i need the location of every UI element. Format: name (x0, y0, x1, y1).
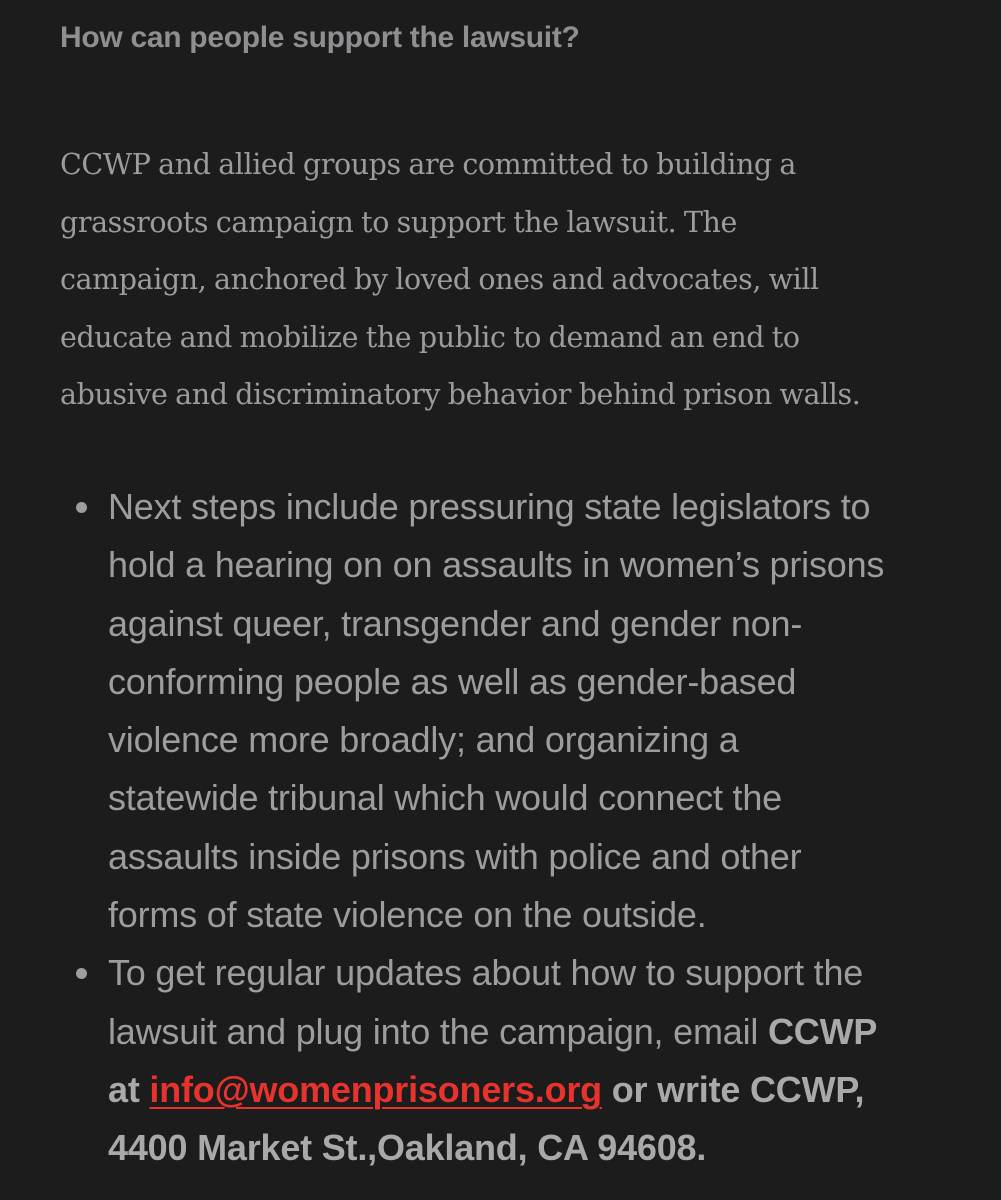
bullet-line: conforming people as well as gender-based (108, 660, 797, 702)
bullet-line: statewide tribunal which would connect the (108, 777, 783, 819)
intro-line: abusive and discriminatory behavior behind prison walls. (60, 378, 861, 411)
bullet-text: at (108, 1068, 150, 1110)
bullet-line: against queer, transgender and gender non- (108, 602, 803, 644)
intro-line: CCWP and allied groups are committed to building a (60, 148, 797, 181)
address-line: 4400 Market St.,Oakland, CA 94608. (108, 1127, 707, 1169)
intro-line: grassroots campaign to support the lawsuit. The (60, 205, 737, 239)
intro-line: educate and mobilize the public to demand an end to (60, 320, 800, 354)
bullet-dot-icon (76, 502, 87, 513)
org-name: CCWP (768, 1010, 878, 1052)
bullet-updates (0, 944, 1001, 1177)
bullet-line: Next steps include pressuring state legislators to (108, 486, 871, 527)
bullet-line: forms of state violence on the outside. (108, 894, 707, 936)
bullet-line: violence more broadly; and organizing a (108, 719, 739, 761)
email-link[interactable]: info@womenprisoners.org (149, 1068, 602, 1110)
bullet-line (108, 1003, 1001, 1061)
section-heading: How can people support the lawsuit? (60, 21, 580, 54)
bullet-dot-icon (76, 968, 87, 979)
bullet-text: lawsuit and plug into the campaign, email (108, 1010, 768, 1052)
bullet-list (0, 478, 1001, 1178)
bullet-line: To get regular updates about how to support the (108, 952, 864, 994)
bullet-next-steps (0, 478, 1001, 944)
intro-line: campaign, anchored by loved ones and advocates, will (60, 263, 819, 296)
intro-paragraph (60, 136, 960, 424)
bullet-text: or write CCWP, (601, 1068, 865, 1110)
bullet-line: assaults inside prisons with police and other (108, 835, 802, 877)
bullet-line (108, 1061, 1001, 1119)
bullet-line: hold a hearing on on assaults in women’s prisons (108, 544, 885, 586)
